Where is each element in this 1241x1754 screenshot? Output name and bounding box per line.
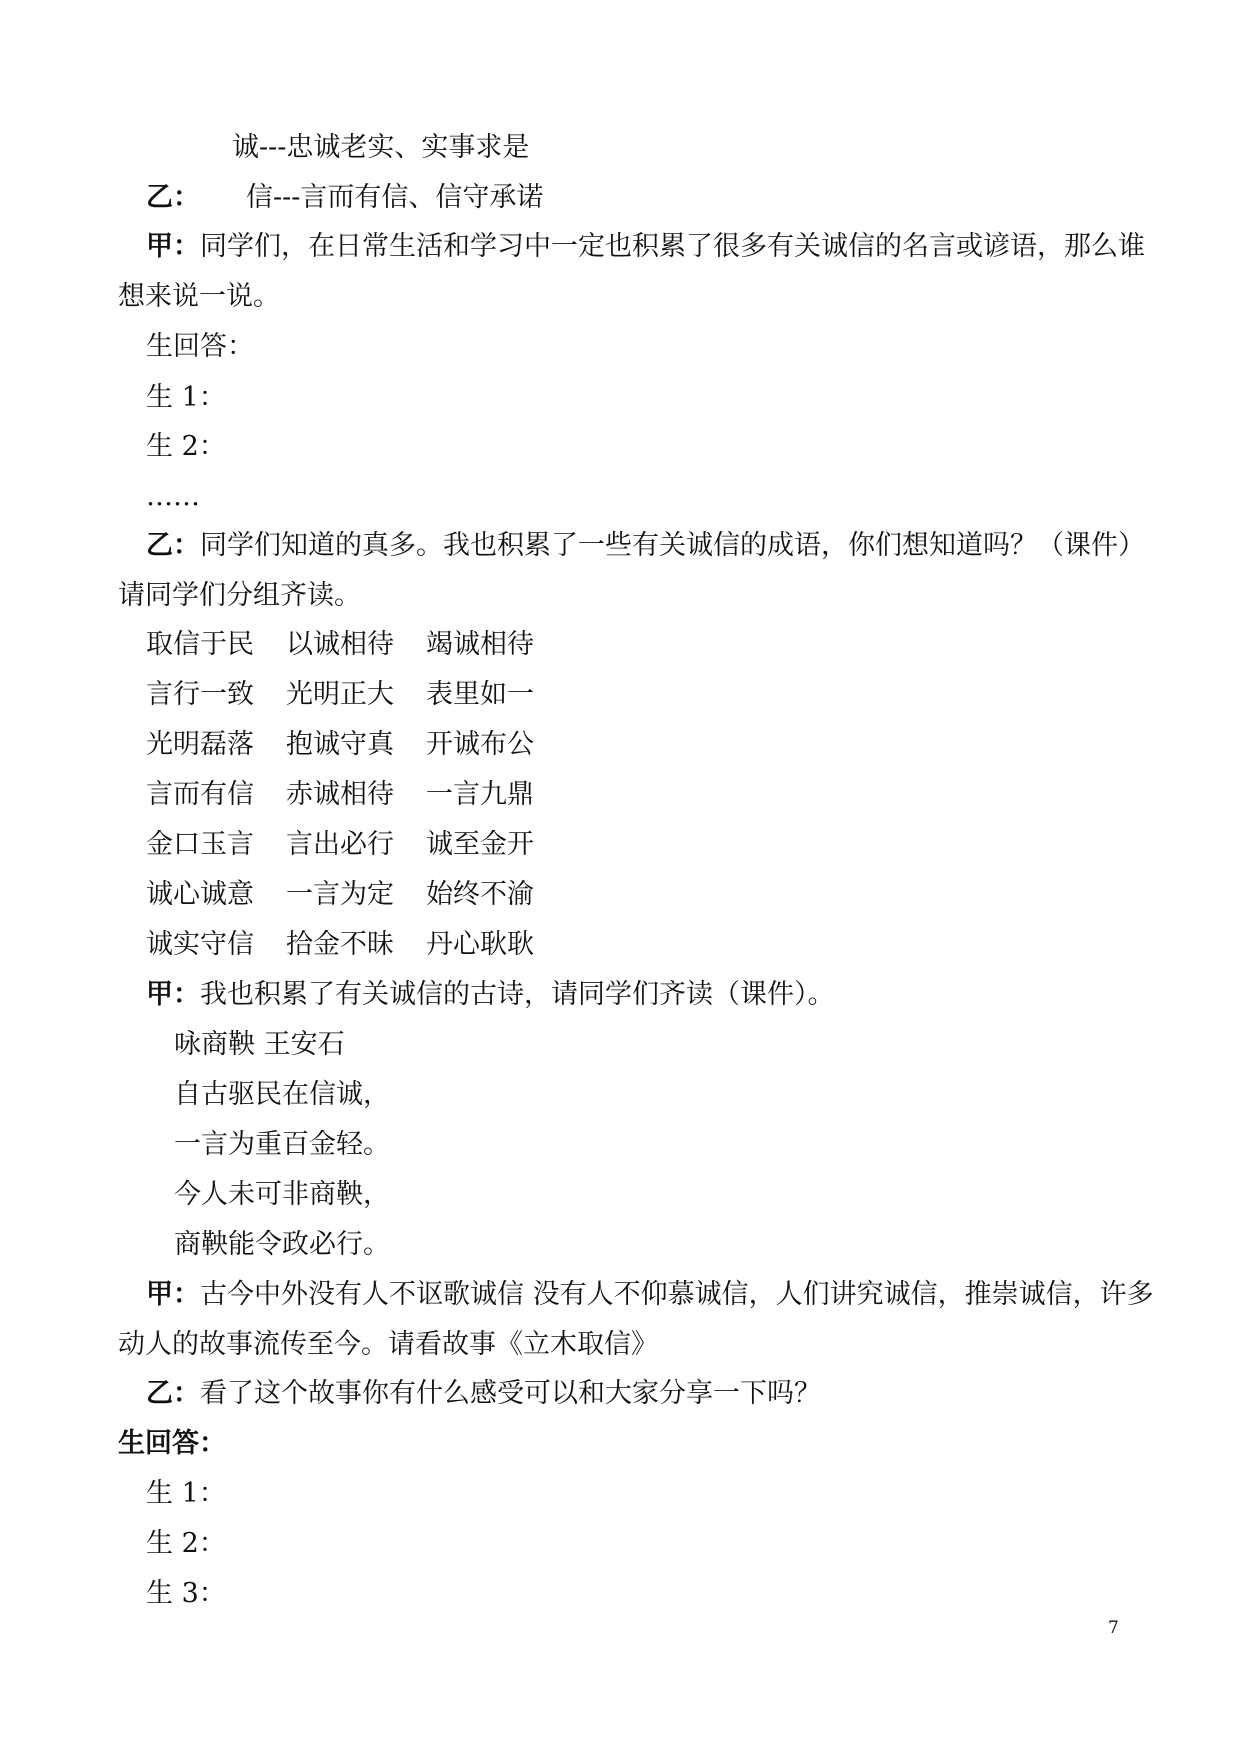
student-3-answer: 生 3： [146,1578,226,1609]
idiom: 光明正大 [286,679,394,710]
cheng-definition: 诚---忠诚老实、实事求是 [232,132,530,163]
idiom-row [146,878,566,912]
yi-idioms-text: 同学们知道的真多。我也积累了一些有关诚信的成语，你们想知道吗？（课件）请同学们分组齐读。 [118,530,1145,611]
jia-story-intro [118,1270,1163,1370]
idiom: 以诚相待 [286,629,394,660]
idiom-row [146,778,566,812]
student-2-answer: 生 2： [146,1528,226,1559]
student-2-answer: 生 2： [146,431,226,462]
idiom: 取信于民 [146,629,254,660]
student-answer-label: 生回答： [146,331,254,362]
jia-prompt-text: 同学们，在日常生活和学习中一定也积累了很多有关诚信的名言或谚语，那么谁想来说一说。 [118,231,1145,312]
jia-poem-intro [146,978,835,1012]
yi-idioms-intro [118,521,1163,621]
student-1-answer: 生 1： [146,382,226,413]
idiom: 抱诚守真 [286,729,394,760]
jia-prompt-proverbs [118,222,1163,322]
idiom: 竭诚相待 [426,629,534,660]
idiom: 一言九鼎 [426,779,534,810]
idiom-row [146,628,566,662]
page-number: 7 [1108,1618,1119,1638]
speaker-yi: 乙： [146,1378,200,1409]
idiom: 诚实守信 [146,929,254,960]
poem-line: 一言为重百金轻。 [174,1129,390,1160]
idiom: 一言为定 [286,879,394,910]
student-answer-label-bold: 生回答： [118,1428,226,1459]
speaker-jia: 甲： [146,1279,200,1310]
idiom: 赤诚相待 [286,779,394,810]
idiom: 诚至金开 [426,829,534,860]
yi-story-question [146,1377,821,1411]
idiom-row [146,928,566,962]
story-intro-text: 古今中外没有人不讴歌诚信 没有人不仰慕诚信，人们讲究诚信，推崇诚信，许多动人的故事流传至今。请看故事《立木取信》 [118,1279,1154,1360]
idiom-row [146,728,566,762]
xin-definition: 信---言而有信、信守承诺 [246,182,544,213]
idiom: 言而有信 [146,779,254,810]
idiom: 诚心诚意 [146,879,254,910]
poem-title: 咏商鞅 王安石 [174,1029,345,1060]
idiom-row [146,678,566,712]
idiom: 言行一致 [146,679,254,710]
speaker-jia: 甲： [146,979,200,1010]
xin-definition-line [146,181,543,215]
idiom: 开诚布公 [426,729,534,760]
poem-line: 商鞅能令政必行。 [174,1229,390,1260]
speaker-yi: 乙： [146,530,200,561]
speaker-yi: 乙： [146,182,200,213]
idiom: 表里如一 [426,679,534,710]
idiom: 丹心耿耿 [426,929,534,960]
speaker-jia: 甲： [146,231,200,262]
idiom: 光明磊落 [146,729,254,760]
story-question-text: 看了这个故事你有什么感受可以和大家分享一下吗？ [200,1378,821,1409]
idiom: 拾金不昧 [286,929,394,960]
poem-line: 自古驱民在信诚， [174,1079,390,1110]
idiom: 金口玉言 [146,829,254,860]
student-1-answer: 生 1： [146,1478,226,1509]
poem-intro-text: 我也积累了有关诚信的古诗，请同学们齐读（课件）。 [200,979,835,1010]
poem-line: 今人未可非商鞅， [174,1179,390,1210]
ellipsis: …… [146,481,200,512]
idiom: 始终不渝 [426,879,534,910]
idiom-row [146,828,566,862]
idiom: 言出必行 [286,829,394,860]
